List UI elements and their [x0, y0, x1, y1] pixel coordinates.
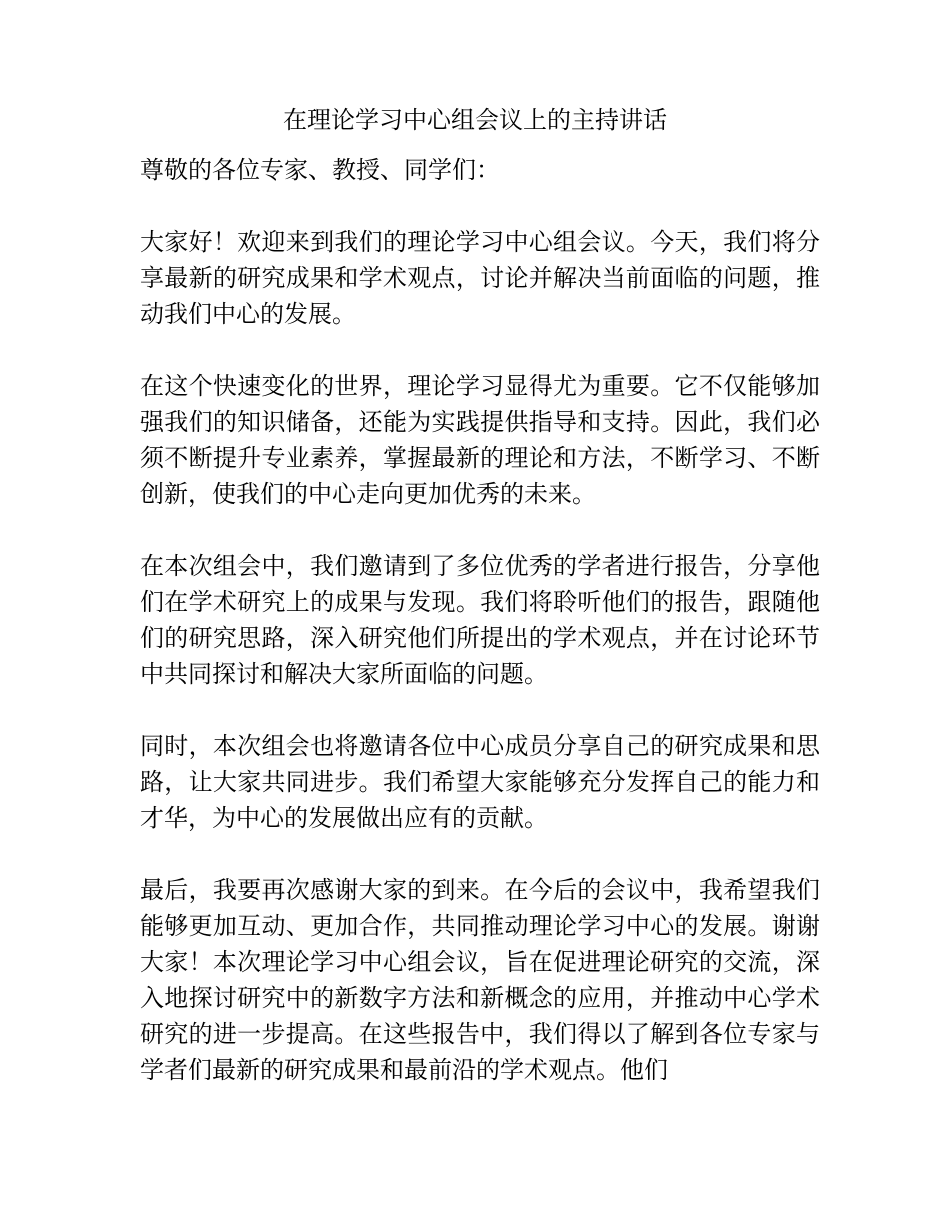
document-title: 在理论学习中心组会议上的主持讲话: [283, 106, 667, 134]
document-page: [140, 100, 820, 1088]
paragraph-4: 同时，本次组会也将邀请各位中心成员分享自己的研究成果和思路，让大家共同进步。我们希望大家能够充分发挥自己的能力和才华，为中心的发展做出应有的贡献。: [140, 732, 820, 832]
paragraph-5: 最后，我要再次感谢大家的到来。在今后的会议中，我希望我们能够更加互动、更加合作，共同推动理论学习中心的发展。谢谢大家！本次理论学习中心组会议，旨在促进理论研究的交流，深入地探讨研究中的新数字方法和新概念的应用，并推动中心学术研究的进一步提高。在这些报告中，我们得以了解到各位专家与学者们最新的研究成果和最前沿的学术观点。他们: [140, 876, 820, 1084]
paragraph-1: 大家好！欢迎来到我们的理论学习中心组会议。今天，我们将分享最新的研究成果和学术观点，讨论并解决当前面临的问题，推动我们中心的发展。: [140, 228, 820, 328]
paragraph-2: 在这个快速变化的世界，理论学习显得尤为重要。它不仅能够加强我们的知识储备，还能为实践提供指导和支持。因此，我们必须不断提升专业素养，掌握最新的理论和方法，不断学习、不断创新，使我们的中心走向更加优秀的未来。: [140, 372, 820, 508]
paragraph-3: 在本次组会中，我们邀请到了多位优秀的学者进行报告，分享他们在学术研究上的成果与发现。我们将聆听他们的报告，跟随他们的研究思路，深入研究他们所提出的学术观点，并在讨论环节中共同探讨和解决大家所面临的问题。: [140, 552, 820, 688]
salutation: 尊敬的各位专家、教授、同学们：: [140, 156, 500, 184]
